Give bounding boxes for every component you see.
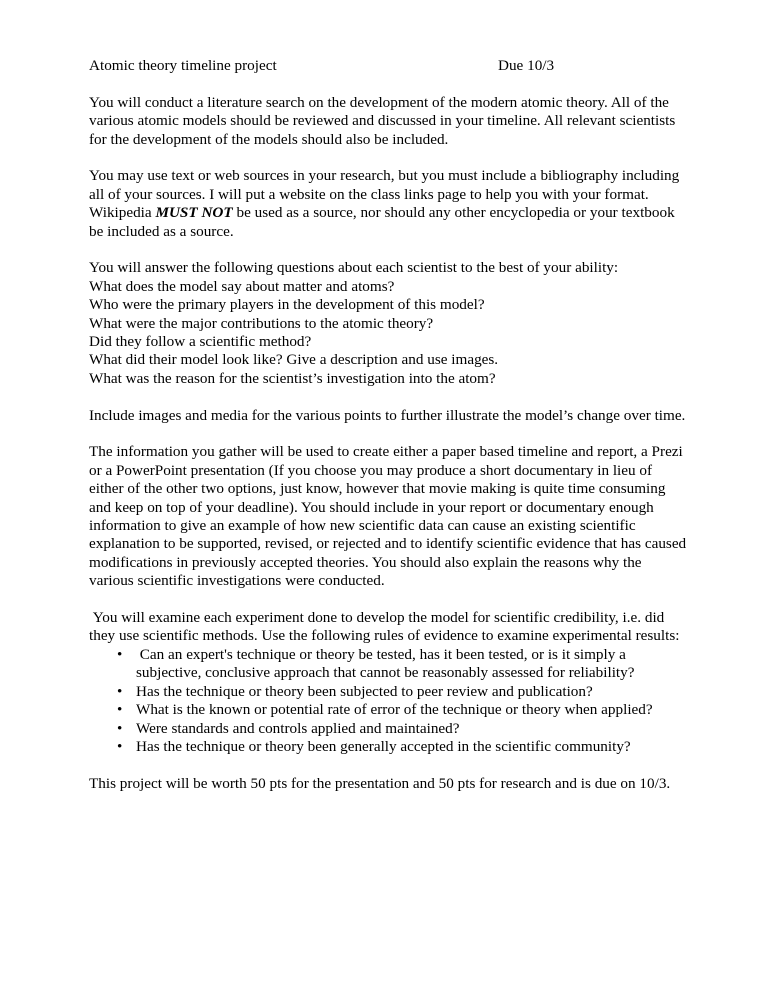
- sources-text-part1: You may use text or web sources in your research, but you must include a bibliography including all of your sources. I will put a website on the class links page to help you with your format. Wikipedia: [89, 167, 680, 222]
- intro-paragraph: You will conduct a literature search on the development of the modern atomic theory. All of the various atomic models should be reviewed and discussed in your timeline. All relevant scientists for the development of the models should also be included.: [89, 93, 676, 148]
- evidence-rule-text: Has the technique or theory been subjected to peer review and publication?: [136, 682, 593, 700]
- evidence-rules-list: [89, 646, 689, 756]
- bullet-icon: •: [117, 719, 123, 737]
- questions-block: [89, 259, 689, 388]
- sources-emphasis: MUST NOT: [155, 204, 233, 222]
- evidence-rule-text: Has the technique or theory been generally accepted in the scientific community?: [136, 737, 631, 755]
- evidence-rule-text: What is the known or potential rate of error of the technique or theory when applied?: [136, 701, 653, 719]
- question-item: What does the model say about matter and atoms?: [89, 277, 395, 295]
- question-item: Did they follow a scientific method?: [89, 333, 312, 351]
- evidence-rule-text: Can an expert's technique or theory be tested, has it been tested, or is it simply a subjective, conclusive approach that cannot be reasonably assessed for reliability?: [136, 645, 635, 682]
- sources-paragraph: [89, 167, 689, 241]
- evidence-rule-item: [89, 738, 689, 756]
- bullet-icon: •: [117, 737, 123, 755]
- due-date: Due 10/3: [498, 57, 555, 74]
- media-paragraph: Include images and media for the various points to further illustrate the model’s change over time.: [89, 406, 686, 424]
- evidence-rule-item: [89, 701, 689, 719]
- format-paragraph: The information you gather will be used to create either a paper based timeline and report, a Prezi or a PowerPoint presentation (If you choose you may produce a short documentary in lieu of either of the other two options, just know, however that movie making is quite time consuming and keep on top of your deadline). You should include in your report or documentary enough information to give an example of how new scientific data can cause an existing scientific explanation to be supported, revised, or rejected and to identify scientific evidence that has caused modifications in previously accepted theories. You should also explain the reasons why the various scientific investigations were conducted.: [89, 443, 687, 590]
- question-item: What was the reason for the scientist’s investigation into the atom?: [89, 369, 496, 387]
- evidence-rule-text: Were standards and controls applied and maintained?: [136, 719, 460, 737]
- bullet-icon: •: [117, 645, 123, 663]
- bullet-icon: •: [117, 701, 123, 719]
- document-header: [89, 57, 689, 75]
- sources-text-part2: be used as a source, nor should any other encyclopedia or your textbook be included as a source.: [89, 204, 675, 240]
- question-item: Who were the primary players in the development of this model?: [89, 296, 485, 314]
- evidence-rule-item: [89, 683, 689, 701]
- evidence-lead: You will examine each experiment done to develop the model for scientific credibility, i.e. did they use scientific methods. Use the following rules of evidence to examine experimental results:: [89, 609, 680, 645]
- questions-lead: You will answer the following questions about each scientist to the best of your ability:: [89, 259, 619, 277]
- evidence-rule-item: [89, 646, 689, 683]
- closing-paragraph: This project will be worth 50 pts for the presentation and 50 pts for research and is due on 10/3.: [89, 774, 671, 792]
- document-page: [89, 57, 689, 812]
- bullet-icon: •: [117, 682, 123, 700]
- document-title: Atomic theory timeline project: [89, 57, 277, 74]
- question-item: What did their model look like? Give a description and use images.: [89, 351, 499, 369]
- question-item: What were the major contributions to the atomic theory?: [89, 314, 434, 332]
- evidence-rule-item: [89, 720, 689, 738]
